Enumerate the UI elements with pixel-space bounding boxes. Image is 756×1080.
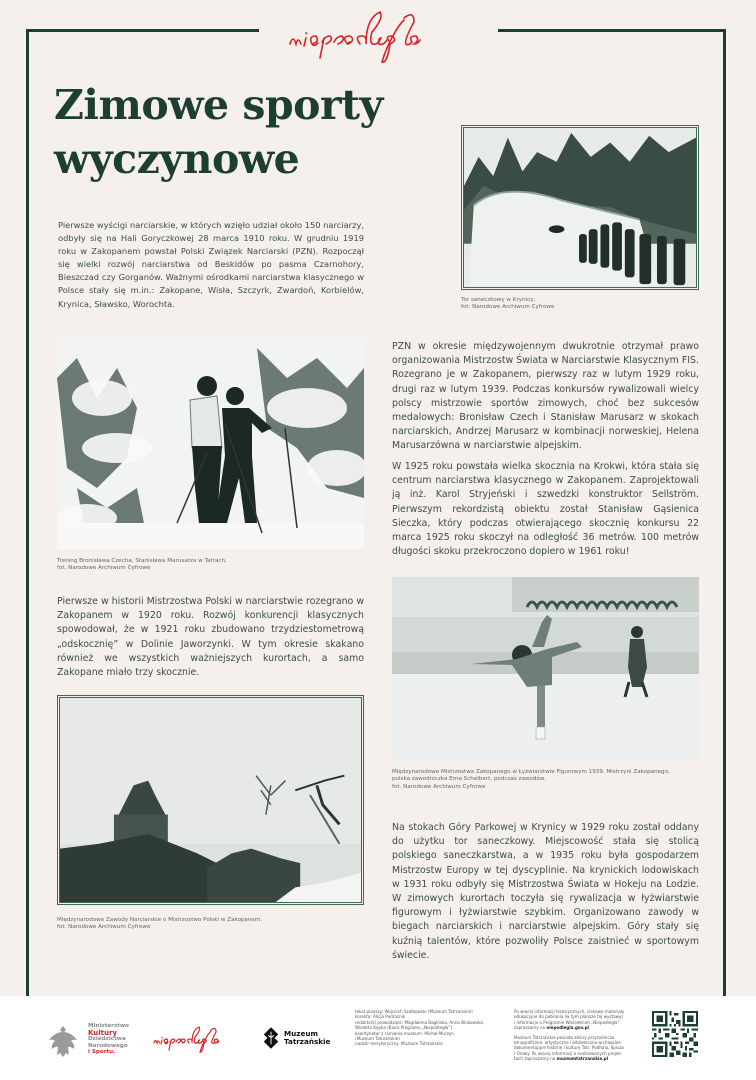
info-line: edukacyjne do pobrania (w tym plansze tej wystawy) bbox=[514, 1014, 624, 1020]
world-championships-paragraph: PZN w okresie międzywojennym dwukrotnie otrzymał prawo organizowania Mistrzostw Świata w Narciarstwie Klasycznym FIS. Rozegrano je w Zakopanem, pierwszy raz w lutym 1929 roku, drugi raz w lutym 1939. Podczas konkursów rywalizowali wielcy polscy mistrzowie sportów zimowych, choć bez sukcesów medalowych: Bronisław Czech i Stanisław Marusarz w skokach narciarskich, Andrzej Marusarz w kombinacji norweskiej, Helena Marusarzówna w narciarstwie alpejskim. bbox=[392, 341, 699, 452]
museum-line-2: Tatrzańskie bbox=[284, 1037, 331, 1047]
ministry-line-5: i Sportu. bbox=[88, 1049, 116, 1056]
niepodlegla-link[interactable]: niepodlegla.gov.pl bbox=[546, 1025, 589, 1031]
figure-skater-image bbox=[392, 577, 699, 762]
info-line: Muzeum Tatrzańskie posiada zbiory przyrodnicze, bbox=[514, 1034, 616, 1040]
info-line: etnograficzne, artystyczne i biblioteczno-archiwalne bbox=[514, 1040, 621, 1046]
krokiew-paragraph: W 1925 roku powstała wielka skocznia na Krokwi, która stała się centrum narciarstwa klasycznego w Zakopanem. Zaprojektowali ją inż. Karol Stryjeński i szwedzki konstruktor Sellström. Pierwszym rekordzistą obiektu został Stanisław Gąsienica Sieczka, który podczas otwierającego skocznię konkursu 22 marca 1925 roku skoczył na odległość 36 metrów. 100 metrów długości skoku przekroczono dopiero w 1961 roku! bbox=[392, 461, 699, 558]
photo-skiers-training bbox=[57, 338, 364, 549]
caption-skiers bbox=[57, 558, 357, 573]
info-block bbox=[514, 1009, 644, 1062]
caption-skater-line1: Międzynarodowe Mistrzostwa Zakopanego w Łyżwiarstwie Figurowym 1939. Mistrzyni Zakopanego, bbox=[392, 769, 670, 775]
info-prefix: zapraszamy na bbox=[514, 1025, 547, 1031]
photo-bobsleigh-track bbox=[461, 125, 699, 290]
skiers-image bbox=[57, 338, 364, 549]
title-line-1: Zimowe sporty bbox=[54, 81, 383, 129]
ministry-line-1: Ministerstwo bbox=[88, 1023, 129, 1029]
info-line: Po więcej informacji historycznych, ciekawe materiały bbox=[514, 1009, 625, 1014]
info-line: i Orawy. Po więcej informacji o realizowanych projek- bbox=[514, 1050, 623, 1056]
museum-emblem-icon bbox=[262, 1027, 280, 1049]
qr-code[interactable] bbox=[652, 1011, 698, 1057]
caption-bobsleigh bbox=[461, 297, 701, 312]
frame-top-right bbox=[498, 29, 725, 32]
caption-ski-jump-line2: fot. Narodowe Archiwum Cyfrowe bbox=[57, 924, 151, 931]
museum-line-1: Muzeum bbox=[284, 1029, 318, 1038]
photo-figure-skater bbox=[392, 577, 699, 762]
info-line: i informacje o Programie Wieloletnim „Niepodległa” bbox=[514, 1019, 620, 1025]
eagle-emblem-icon bbox=[48, 1022, 78, 1060]
caption-skater-line3: fot. Narodowe Archiwum Cyfrowe bbox=[392, 783, 486, 790]
credits-block bbox=[355, 1009, 505, 1047]
credit-line: redaktorki prowadzące: Magdalena Bagińska, Anna Binkowska, bbox=[355, 1019, 485, 1025]
page-title bbox=[54, 78, 414, 186]
krynica-paragraph: Na stokach Góry Parkowej w Krynicy w 1929 roku został oddany do użytku tor saneczkowy. Miejscowość stała się stolicą polskiego saneczkarstwa, a w 1935 roku była gospodarzem Mistrzostw Europy w tej dyscyplinie. Na krynickich lodowiskach w 1931 roku odbyły się Mistrzostwa Świata w Hokeju na Lodzie. W zimowych kurortach toczyła się rywalizacja w łyżwiarstwie figurowym i łyżwiarstwie szybkim. Organizowano zawody w biegach narciarskich i narciarstwie alpejskim. Góry stały się kuźnią talentów, które pozwoliły Polsce zaistnieć w sportowym świecie. bbox=[392, 822, 699, 961]
caption-skiers-line2: fot. Narodowe Archiwum Cyfrowe bbox=[57, 565, 151, 572]
qr-code-icon bbox=[652, 1011, 698, 1057]
caption-skater bbox=[392, 769, 702, 791]
credit-line: koordynator z ramienia muzeum: Michał Murzyn bbox=[355, 1030, 454, 1036]
niepodlegla-signature-logo bbox=[282, 8, 472, 64]
niepodlegla-footer-logo bbox=[150, 1025, 245, 1055]
ministry-logo bbox=[48, 1022, 138, 1062]
museum-logo bbox=[262, 1027, 342, 1057]
info-line: dokumentujące historię i kulturę Tatr, Podhala, Spisza bbox=[514, 1045, 624, 1051]
credit-line: (Muzeum Tatrzańskie) bbox=[355, 1036, 400, 1042]
frame-right bbox=[723, 29, 726, 996]
intro-paragraph: Pierwsze wyścigi narciarskie, w których wzięło udział około 150 narciarzy, odbyły się na Hali Goryczkowej 28 marca 1910 roku. W grudniu 1919 roku w Zakopanem powstał Polski Związek Narciarski (PZN). Rozpoczął się wielki rozwój narciarstwa od Beskidów po pasma Czarnohory, Bieszczad czy Gorganów. Ważnymi ośrodkami narciarstwa klasycznego w Polsce stały się m.in.: Zakopane, Wisła, Szczyrk, Zwardoń, Korbielów, Krynica, Sławsko, Worochta. bbox=[58, 220, 364, 309]
info-prefix: tach zapraszamy na bbox=[514, 1056, 557, 1062]
caption-ski-jump bbox=[57, 917, 357, 932]
title-line-2: wyczynowe bbox=[54, 135, 300, 183]
ski-jump-image bbox=[60, 698, 361, 902]
ministry-line-2: Kultury bbox=[88, 1028, 118, 1037]
polish-championships-paragraph: Pierwsze w historii Mistrzostwa Polski w narciarstwie rozegrano w Zakopanem w 1920 roku. Rozwój konkurencji klasycznych spowodował, że w 1921 roku zbudowano trzydziestometrową „odskocznię” w Dolinie Jaworzynki. W tym okresie skakano również we wszystkich ważniejszych kurortach, a samo Zakopane miało trzy skocznie. bbox=[57, 596, 364, 679]
caption-skiers-line1: Trening Bronisława Czecha, Stanisława Marusarza w Tatrach, bbox=[57, 558, 227, 564]
caption-skater-line2: polska zawodniczka Erna Scheibert, podczas zawodów, bbox=[392, 776, 547, 783]
caption-ski-jump-line1: Międzynarodowe Zawody Narciarskie o Mistrzostwo Polski w Zakopanem, bbox=[57, 917, 263, 923]
frame-top-left bbox=[26, 29, 259, 32]
ministry-line-3: Dziedzictwa bbox=[88, 1036, 126, 1043]
credit-line: tekst planszy: Wojciech Szatkowski (Muzeum Tatrzańskie) bbox=[355, 1009, 473, 1014]
credit-line: nadzór merytoryczny: Muzeum Tatrzańskie bbox=[355, 1041, 443, 1047]
credit-line: korekta: Alicja Podraznik bbox=[355, 1014, 406, 1020]
niepodlegla-signature-icon bbox=[282, 8, 472, 64]
museum-link[interactable]: muzeumtatrzanskie.pl bbox=[556, 1056, 609, 1062]
caption-bobsleigh-line1: Tor saneczkowy w Krynicy, bbox=[461, 297, 536, 303]
credit-line: Wioletta Kępka (Biuro Programu „Niepodległa”) bbox=[355, 1025, 453, 1031]
ministry-line-4: Narodowego bbox=[88, 1042, 128, 1049]
niepodlegla-footer-signature-icon bbox=[150, 1025, 245, 1053]
caption-bobsleigh-line2: fot. Narodowe Archiwum Cyfrowe bbox=[461, 304, 555, 311]
photo-ski-jump bbox=[57, 695, 364, 905]
bobsleigh-track-image bbox=[464, 128, 696, 287]
frame-left bbox=[26, 29, 29, 996]
